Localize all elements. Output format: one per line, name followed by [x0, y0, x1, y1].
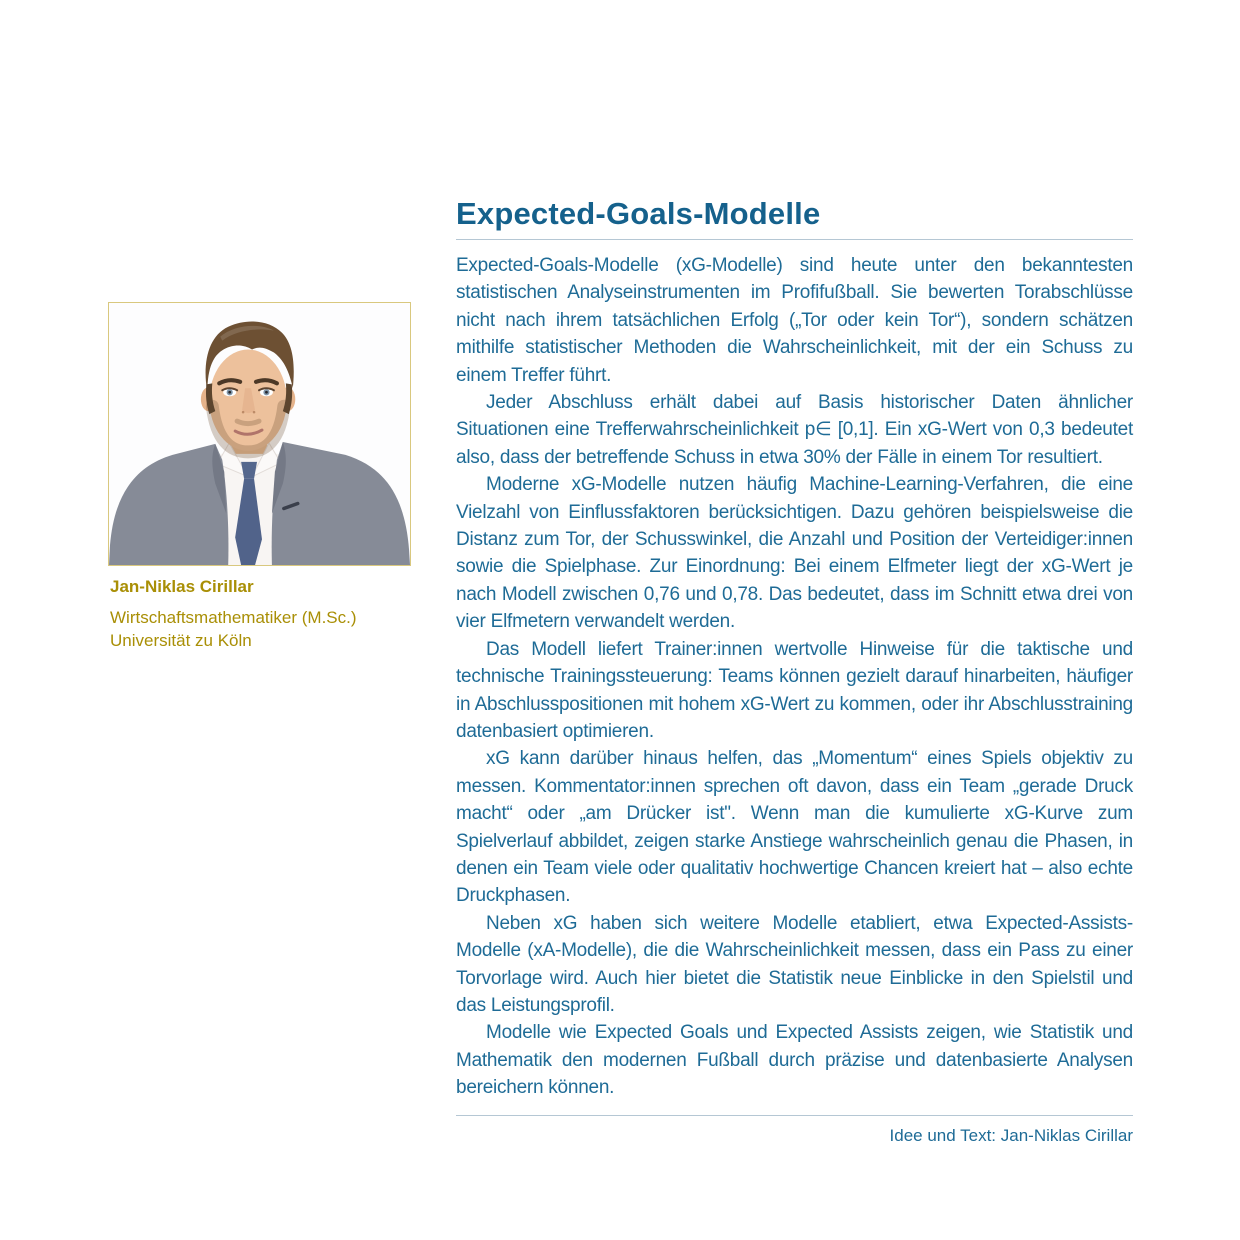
article-column: [456, 197, 1133, 1147]
paragraph: Neben xG haben sich weitere Modelle etabliert, etwa Expected-Assists-Modelle (xA-Modelle), die die Wahrscheinlichkeit messen, dass ein Pass zu einer Torvorlage wird. Auch hier bietet die Statistik neue Einblicke in den Spielstil und das Leistungsprofil.: [456, 912, 1133, 1016]
author-affiliation: Universität zu Köln: [110, 631, 252, 650]
paragraph: Das Modell liefert Trainer:innen wertvolle Hinweise für die taktische und technische Trainingssteuerung: Teams können gezielt darauf hinarbeiten, häufiger in Abschlusspositionen mit hohem xG-Wert zu kommen, oder ihr Abschlusstraining datenbasiert optimieren.: [456, 638, 1133, 742]
paragraph: Moderne xG-Modelle nutzen häufig Machine-Learning-Verfahren, die eine Vielzahl von Einflussfaktoren berücksichtigen. Dazu gehören beispielsweise die Distanz zum Tor, der Schusswinkel, die Anzahl und Position der Verteidiger:innen sowie die Spielphase. Zur Einordnung: Bei einem Elfmeter liegt der xG-Wert je nach Modell zwischen 0,76 und 0,78. Das bedeutet, dass im Schnitt etwa drei von vier Elfmetern verwandelt werden.: [456, 474, 1133, 633]
portrait-illustration: [109, 303, 410, 565]
paragraph: Expected-Goals-Modelle (xG-Modelle) sind heute unter den bekanntesten statistischen Analyseinstrumenten im Profifußball. Sie bewerten Torabschlüsse nicht nach ihrem tatsächlichen Erfolg („Tor oder kein Tor“), sondern schätzen mithilfe statistischer Methoden die Wahrscheinlichkeit, mit der ein Schuss zu einem Treffer führt.: [456, 255, 1133, 386]
author-portrait: [108, 302, 411, 566]
portrait-pupil-left: [228, 391, 231, 394]
author-role: Wirtschaftsmathematiker (M.Sc.): [110, 608, 357, 627]
article-body: [456, 252, 1133, 1102]
paragraph: Modelle wie Expected Goals und Expected Assists zeigen, wie Statistik und Mathematik den modernen Fußball durch präzise und datenbasierte Analysen bereichern können.: [456, 1022, 1133, 1099]
portrait-mustache: [237, 421, 259, 423]
paragraph: Jeder Abschluss erhält dabei auf Basis historischer Daten ähnlicher Situationen eine Trefferwahrscheinlichkeit p∈ [0,1]. Ein xG-Wert von 0,3 bedeutet also, dass der betreffende Schuss in etwa 30% der Fälle in einem Tor resultiert.: [456, 392, 1133, 468]
paragraph: xG kann darüber hinaus helfen, das „Momentum“ eines Spiels objektiv zu messen. Kommentator:innen sprechen oft davon, dass ein Team „gerade Druck macht“ oder „am Drücker ist". Wenn man die kumulierte xG-Kurve zum Spielverlauf abbildet, zeigen starke Anstiege wahrscheinlich genau die Phasen, in denen ein Team viele oder qualitativ hochwertige Chancen kreiert hat – also echte Druckphasen.: [456, 748, 1133, 907]
author-name: Jan-Niklas Cirillar: [110, 577, 254, 596]
portrait-nostril-right: [253, 411, 256, 414]
credit-line: Idee und Text: Jan-Niklas Cirillar: [889, 1125, 1133, 1145]
page-title: Expected-Goals-Modelle: [456, 196, 821, 231]
credit-divider: [456, 1115, 1133, 1116]
title-divider: [456, 239, 1133, 240]
author-caption: [110, 577, 430, 652]
portrait-pupil-right: [265, 391, 268, 394]
portrait-nostril-left: [242, 411, 245, 414]
